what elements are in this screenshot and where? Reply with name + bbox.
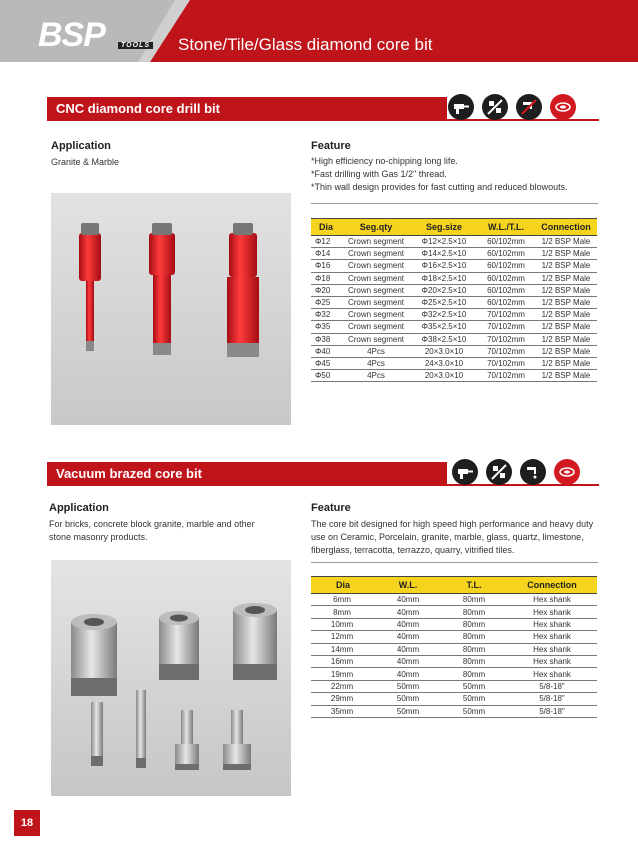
table-cell: Φ38×2.5×10 bbox=[411, 333, 477, 345]
no-water-icon bbox=[516, 94, 542, 120]
feature-line: *High efficiency no-chipping long life. bbox=[311, 156, 458, 166]
table-cell: 40mm bbox=[375, 594, 441, 606]
table-cell: 1/2 BSP Male bbox=[535, 309, 597, 321]
table-cell: 80mm bbox=[441, 655, 507, 667]
table-cell: 35mm bbox=[311, 705, 375, 717]
table-cell: 5/8-18" bbox=[507, 705, 597, 717]
table-cell: Hex shank bbox=[507, 606, 597, 618]
table-cell: 4Pcs bbox=[341, 345, 411, 357]
column-header: T.L. bbox=[441, 577, 507, 594]
table-cell: 50mm bbox=[441, 693, 507, 705]
table-cell: 1/2 BSP Male bbox=[535, 357, 597, 369]
table-cell: 40mm bbox=[375, 643, 441, 655]
table-cell: 60/102mm bbox=[477, 284, 535, 296]
table-cell: Φ14 bbox=[311, 248, 341, 260]
page-header bbox=[0, 0, 638, 62]
spec-table-vacuum bbox=[311, 576, 597, 718]
table-cell: Hex shank bbox=[507, 655, 597, 667]
table-cell: Φ35 bbox=[311, 321, 341, 333]
table-cell: 80mm bbox=[441, 594, 507, 606]
table-cell: Φ20 bbox=[311, 284, 341, 296]
feature-divider bbox=[311, 203, 598, 204]
table-cell: 1/2 BSP Male bbox=[535, 236, 597, 248]
table-row bbox=[311, 333, 597, 345]
brand-logo: BSP bbox=[38, 16, 105, 54]
table-row bbox=[311, 309, 597, 321]
section-banner-vacuum: Vacuum brazed core bit bbox=[47, 462, 447, 486]
table-cell: 19mm bbox=[311, 668, 375, 680]
table-cell: 14mm bbox=[311, 643, 375, 655]
table-row bbox=[311, 248, 597, 260]
table-row bbox=[311, 345, 597, 357]
table-cell: 40mm bbox=[375, 631, 441, 643]
table-cell: Hex shank bbox=[507, 631, 597, 643]
table-cell: 1/2 BSP Male bbox=[535, 248, 597, 260]
table-cell: Φ50 bbox=[311, 370, 341, 382]
table-cell: 50mm bbox=[441, 680, 507, 692]
table-cell: 10mm bbox=[311, 618, 375, 630]
table-row bbox=[311, 260, 597, 272]
table-row bbox=[311, 643, 597, 655]
table-cell: 80mm bbox=[441, 643, 507, 655]
table-cell: 6mm bbox=[311, 594, 375, 606]
table-cell: 80mm bbox=[441, 618, 507, 630]
column-header: Seg.qty bbox=[341, 219, 411, 236]
drill-icon bbox=[452, 459, 478, 485]
table-cell: Φ18×2.5×10 bbox=[411, 272, 477, 284]
table-row bbox=[311, 668, 597, 680]
disc-icon bbox=[554, 459, 580, 485]
table-cell: 1/2 BSP Male bbox=[535, 321, 597, 333]
table-cell: 40mm bbox=[375, 655, 441, 667]
table-row bbox=[311, 236, 597, 248]
table-cell: Φ20×2.5×10 bbox=[411, 284, 477, 296]
table-cell: 16mm bbox=[311, 655, 375, 667]
table-cell: Crown segment bbox=[341, 248, 411, 260]
table-cell: 8mm bbox=[311, 606, 375, 618]
table-cell: 4Pcs bbox=[341, 370, 411, 382]
table-cell: Φ38 bbox=[311, 333, 341, 345]
table-cell: Φ16 bbox=[311, 260, 341, 272]
product-photo-cnc-bits bbox=[51, 193, 291, 425]
table-cell: 40mm bbox=[375, 618, 441, 630]
table-cell: 20×3.0×10 bbox=[411, 370, 477, 382]
table-cell: 80mm bbox=[441, 668, 507, 680]
table-cell: Φ12 bbox=[311, 236, 341, 248]
application-label: Application bbox=[49, 502, 109, 514]
feature-label: Feature bbox=[311, 502, 351, 514]
table-row bbox=[311, 693, 597, 705]
table-cell: Hex shank bbox=[507, 618, 597, 630]
table-cell: 60/102mm bbox=[477, 260, 535, 272]
table-cell: Φ40 bbox=[311, 345, 341, 357]
tile-cutting-icon bbox=[482, 94, 508, 120]
table-cell: 1/2 BSP Male bbox=[535, 345, 597, 357]
table-cell: 60/102mm bbox=[477, 296, 535, 308]
table-cell: 5/8-18" bbox=[507, 693, 597, 705]
table-cell: 70/102mm bbox=[477, 370, 535, 382]
table-cell: Crown segment bbox=[341, 272, 411, 284]
table-cell: 5/8-18" bbox=[507, 680, 597, 692]
table-row bbox=[311, 272, 597, 284]
table-cell: 29mm bbox=[311, 693, 375, 705]
table-cell: 1/2 BSP Male bbox=[535, 272, 597, 284]
table-cell: Φ12×2.5×10 bbox=[411, 236, 477, 248]
table-cell: 70/102mm bbox=[477, 345, 535, 357]
table-row bbox=[311, 606, 597, 618]
table-cell: 1/2 BSP Male bbox=[535, 284, 597, 296]
column-header: Connection bbox=[535, 219, 597, 236]
column-header: Dia bbox=[311, 219, 341, 236]
disc-icon bbox=[550, 94, 576, 120]
table-cell: Crown segment bbox=[341, 321, 411, 333]
table-header-row bbox=[311, 577, 597, 594]
table-row bbox=[311, 594, 597, 606]
feature-divider bbox=[311, 562, 598, 563]
brand-logo-sub: TOOLS bbox=[118, 42, 153, 49]
column-header: W.L./T.L. bbox=[477, 219, 535, 236]
table-cell: Hex shank bbox=[507, 643, 597, 655]
column-header: Dia bbox=[311, 577, 375, 594]
table-cell: 80mm bbox=[441, 606, 507, 618]
table-cell: Crown segment bbox=[341, 236, 411, 248]
feature-list bbox=[311, 155, 611, 194]
table-cell: Crown segment bbox=[341, 260, 411, 272]
table-cell: 60/102mm bbox=[477, 272, 535, 284]
usage-icons bbox=[448, 94, 576, 120]
feature-text: The core bit designed for high speed high performance and heavy duty use on Ceramic, Porcelain, granite, marble, glass, quartz, limestone, fiberglass, terracotta, terrazzo, quarry, vitrified tiles. bbox=[311, 519, 594, 556]
table-cell: 1/2 BSP Male bbox=[535, 370, 597, 382]
table-cell: 50mm bbox=[375, 680, 441, 692]
drill-icon bbox=[448, 94, 474, 120]
application-text: For bricks, concrete block granite, marble and other stone masonry products. bbox=[49, 519, 255, 543]
table-cell: Φ25×2.5×10 bbox=[411, 296, 477, 308]
table-cell: 70/102mm bbox=[477, 357, 535, 369]
table-cell: Φ18 bbox=[311, 272, 341, 284]
table-cell: Crown segment bbox=[341, 309, 411, 321]
section-banner-cnc: CNC diamond core drill bit bbox=[47, 97, 447, 121]
feature-line: *Thin wall design provides for fast cutting and reduced blowouts. bbox=[311, 182, 568, 193]
table-cell: Φ14×2.5×10 bbox=[411, 248, 477, 260]
feature-label: Feature bbox=[311, 140, 351, 152]
table-cell: Φ16×2.5×10 bbox=[411, 260, 477, 272]
table-cell: 50mm bbox=[375, 705, 441, 717]
application-label: Application bbox=[51, 140, 111, 152]
table-cell: Φ32 bbox=[311, 309, 341, 321]
table-cell: Crown segment bbox=[341, 296, 411, 308]
table-cell: 40mm bbox=[375, 668, 441, 680]
table-cell: 1/2 BSP Male bbox=[535, 296, 597, 308]
column-header: Connection bbox=[507, 577, 597, 594]
table-cell: Crown segment bbox=[341, 284, 411, 296]
table-cell: 20×3.0×10 bbox=[411, 345, 477, 357]
table-cell: 70/102mm bbox=[477, 333, 535, 345]
table-row bbox=[311, 631, 597, 643]
application-text: Granite & Marble bbox=[51, 157, 120, 167]
table-row bbox=[311, 655, 597, 667]
column-header: W.L. bbox=[375, 577, 441, 594]
feature-line: *Fast drilling with Gas 1/2" thread. bbox=[311, 169, 447, 180]
table-cell: 1/2 BSP Male bbox=[535, 260, 597, 272]
table-cell: 60/102mm bbox=[477, 236, 535, 248]
table-row bbox=[311, 705, 597, 717]
table-cell: 60/102mm bbox=[477, 248, 535, 260]
table-row bbox=[311, 618, 597, 630]
table-cell: 12mm bbox=[311, 631, 375, 643]
table-cell: 4Pcs bbox=[341, 357, 411, 369]
table-row bbox=[311, 296, 597, 308]
page-number: 18 bbox=[14, 810, 40, 836]
water-tap-icon bbox=[520, 459, 546, 485]
spec-table-cnc bbox=[311, 218, 597, 382]
table-row bbox=[311, 357, 597, 369]
table-cell: Hex shank bbox=[507, 594, 597, 606]
table-cell: Crown segment bbox=[341, 333, 411, 345]
table-cell: 24×3.0×10 bbox=[411, 357, 477, 369]
table-cell: Φ45 bbox=[311, 357, 341, 369]
table-row bbox=[311, 680, 597, 692]
product-photo-vacuum-bits bbox=[51, 560, 291, 796]
page-title: Stone/Tile/Glass diamond core bit bbox=[178, 35, 433, 54]
table-cell: Φ35×2.5×10 bbox=[411, 321, 477, 333]
usage-icons bbox=[452, 459, 580, 485]
table-cell: 80mm bbox=[441, 631, 507, 643]
table-cell: 1/2 BSP Male bbox=[535, 333, 597, 345]
table-cell: 70/102mm bbox=[477, 321, 535, 333]
table-cell: 50mm bbox=[375, 693, 441, 705]
table-cell: 50mm bbox=[441, 705, 507, 717]
table-cell: Φ25 bbox=[311, 296, 341, 308]
table-row bbox=[311, 370, 597, 382]
table-row bbox=[311, 284, 597, 296]
table-cell: Φ32×2.5×10 bbox=[411, 309, 477, 321]
table-header-row bbox=[311, 219, 597, 236]
column-header: Seg.size bbox=[411, 219, 477, 236]
table-row bbox=[311, 321, 597, 333]
table-cell: 40mm bbox=[375, 606, 441, 618]
tile-cutting-icon bbox=[486, 459, 512, 485]
table-cell: Hex shank bbox=[507, 668, 597, 680]
table-cell: 70/102mm bbox=[477, 309, 535, 321]
table-cell: 22mm bbox=[311, 680, 375, 692]
